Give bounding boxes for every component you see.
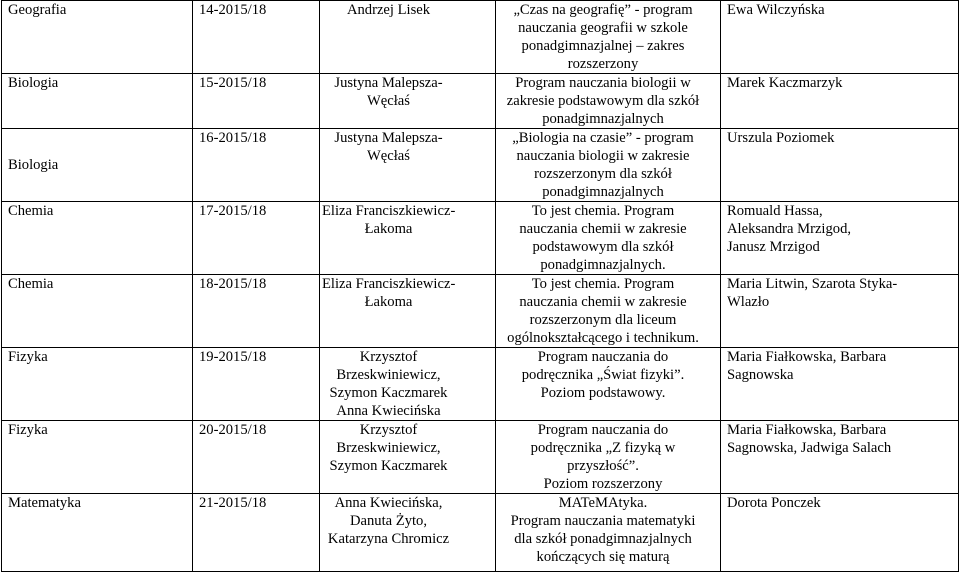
- author-line: Brzeskwiniewicz,: [336, 367, 441, 383]
- authors-cell: [320, 74, 496, 129]
- program-title-line: nauczania chemii w zakresie: [519, 221, 687, 237]
- author-line: Łakoma: [364, 294, 413, 310]
- program-number-text: 20-2015/18: [199, 422, 267, 438]
- program-title-line: Program nauczania do: [537, 422, 669, 438]
- reviewer-line: Janusz Mrzigod: [727, 239, 820, 255]
- author-line: Katarzyna Chromicz: [327, 531, 450, 547]
- program-title-line: ogólnokształcącego i technikum.: [507, 330, 699, 346]
- authors-cell: [320, 1, 496, 74]
- reviewers-cell: [721, 348, 959, 421]
- curriculum-programs-table: [1, 0, 959, 572]
- program-title-line: „Biologia na czasie” - program: [512, 130, 694, 146]
- subject-cell: [2, 129, 193, 202]
- program-title-line: nauczania geografii w szkole: [518, 20, 688, 36]
- table-row: [2, 202, 959, 275]
- program-title-line: przyszłość”.: [567, 458, 639, 474]
- authors-cell: [320, 348, 496, 421]
- program-title-line: Poziom rozszerzony: [543, 476, 663, 492]
- program-title-cell: [496, 129, 721, 202]
- author-line: Andrzej Lisek: [346, 2, 431, 18]
- subject-cell: [2, 74, 193, 129]
- program-number-cell: [193, 202, 320, 275]
- program-title-line: „Czas na geografię” - program: [513, 2, 693, 18]
- program-number-text: 17-2015/18: [199, 203, 267, 219]
- reviewers-cell: [721, 275, 959, 348]
- table-row: [2, 348, 959, 421]
- reviewer-line: Marek Kaczmarzyk: [727, 75, 843, 91]
- author-line: Eliza Franciszkiewicz-: [322, 276, 456, 292]
- reviewer-line: Sagnowska, Jadwiga Salach: [727, 440, 892, 456]
- program-number-text: 14-2015/18: [199, 2, 267, 18]
- reviewers-cell: [721, 129, 959, 202]
- subject-text: Matematyka: [8, 495, 81, 511]
- author-line: Krzysztof: [359, 349, 418, 365]
- subject-text: Fizyka: [8, 349, 48, 365]
- subject-text: Chemia: [8, 276, 54, 292]
- program-number-cell: [193, 129, 320, 202]
- program-title-line: ponadgimnazjalnej – zakres: [521, 38, 685, 54]
- reviewers-cell: [721, 74, 959, 129]
- program-number-cell: [193, 348, 320, 421]
- program-title-line: nauczania biologii w zakresie: [516, 148, 690, 164]
- author-line: Szymon Kaczmarek: [329, 385, 448, 401]
- program-number-cell: [193, 494, 320, 572]
- reviewers-cell: [721, 494, 959, 572]
- author-line: Łakoma: [364, 221, 413, 237]
- table-row: [2, 74, 959, 129]
- program-title-line: Program nauczania biologii w: [515, 75, 691, 91]
- authors-cell: [320, 275, 496, 348]
- table-row: [2, 1, 959, 74]
- reviewer-line: Maria Fiałkowska, Barbara: [727, 349, 887, 365]
- reviewer-line: Ewa Wilczyńska: [727, 2, 825, 18]
- table-row: [2, 129, 959, 202]
- program-title-line: MATeMAtyka.: [558, 495, 648, 511]
- program-title-line: kończących się maturą: [536, 549, 670, 565]
- authors-cell: [320, 494, 496, 572]
- program-number-text: 19-2015/18: [199, 349, 267, 365]
- author-line: Szymon Kaczmarek: [329, 458, 448, 474]
- authors-cell: [320, 421, 496, 494]
- program-title-line: dla szkół ponadgimnazjalnych: [514, 531, 692, 547]
- table-row: [2, 421, 959, 494]
- program-number-cell: [193, 1, 320, 74]
- program-title-line: podręcznika „Świat fizyki”.: [521, 367, 685, 383]
- program-number-text: 15-2015/18: [199, 75, 267, 91]
- program-title-line: rozszerzonym dla liceum: [529, 312, 677, 328]
- program-title-line: ponadgimnazjalnych.: [540, 257, 666, 273]
- subject-text: Fizyka: [8, 422, 48, 438]
- program-title-line: zakresie podstawowym dla szkół: [506, 93, 700, 109]
- program-title-cell: [496, 74, 721, 129]
- program-title-cell: [496, 1, 721, 74]
- table-row: [2, 494, 959, 572]
- program-title-line: To jest chemia. Program: [531, 203, 675, 219]
- reviewer-line: Romuald Hassa,: [727, 203, 823, 219]
- subject-text: Biologia: [8, 75, 59, 91]
- reviewer-line: Wlazło: [727, 294, 770, 310]
- authors-cell: [320, 129, 496, 202]
- program-title-line: ponadgimnazjalnych: [542, 184, 664, 200]
- program-title-line: Program nauczania do: [537, 349, 669, 365]
- author-line: Danuta Żyto,: [349, 513, 427, 529]
- authors-cell: [320, 202, 496, 275]
- program-title-line: Poziom podstawowy.: [540, 385, 666, 401]
- program-number-text: 18-2015/18: [199, 276, 267, 292]
- author-line: Węcłaś: [367, 93, 410, 109]
- program-title-line: podstawowym dla szkół: [532, 239, 674, 255]
- author-line: Brzeskwiniewicz,: [336, 440, 441, 456]
- subject-cell: [2, 421, 193, 494]
- program-title-line: ponadgimnazjalnych: [542, 111, 664, 127]
- program-number-text: 16-2015/18: [199, 130, 267, 146]
- reviewers-cell: [721, 202, 959, 275]
- author-line: Anna Kwiecińska,: [334, 495, 443, 511]
- reviewer-line: Maria Litwin, Szarota Styka-: [727, 276, 898, 292]
- reviewer-line: Dorota Ponczek: [727, 495, 821, 511]
- subject-cell: [2, 275, 193, 348]
- program-title-line: nauczania chemii w zakresie: [519, 294, 687, 310]
- program-title-line: podręcznika „Z fizyką w: [530, 440, 676, 456]
- subject-text: Biologia: [8, 157, 59, 173]
- program-number-cell: [193, 74, 320, 129]
- subject-cell: [2, 348, 193, 421]
- program-title-cell: [496, 421, 721, 494]
- reviewer-line: Sagnowska: [727, 367, 794, 383]
- subject-text: Geografia: [8, 2, 67, 18]
- program-title-cell: [496, 348, 721, 421]
- reviewer-line: Aleksandra Mrzigod,: [727, 221, 852, 237]
- reviewer-line: Urszula Poziomek: [727, 130, 835, 146]
- reviewers-cell: [721, 421, 959, 494]
- author-line: Justyna Malepsza-: [334, 75, 443, 91]
- subject-cell: [2, 1, 193, 74]
- author-line: Krzysztof: [359, 422, 418, 438]
- program-title-cell: [496, 275, 721, 348]
- program-title-cell: [496, 202, 721, 275]
- author-line: Justyna Malepsza-: [334, 130, 443, 146]
- author-line: Eliza Franciszkiewicz-: [322, 203, 456, 219]
- subject-cell: [2, 494, 193, 572]
- author-line: Anna Kwiecińska: [336, 403, 441, 419]
- program-title-line: To jest chemia. Program: [531, 276, 675, 292]
- program-number-text: 21-2015/18: [199, 495, 267, 511]
- program-number-cell: [193, 421, 320, 494]
- subject-text: Chemia: [8, 203, 54, 219]
- reviewers-cell: [721, 1, 959, 74]
- program-title-line: rozszerzonym dla szkół: [534, 166, 672, 182]
- program-title-cell: [496, 494, 721, 572]
- reviewer-line: Maria Fiałkowska, Barbara: [727, 422, 887, 438]
- subject-cell: [2, 202, 193, 275]
- program-title-line: rozszerzony: [567, 56, 639, 72]
- author-line: Węcłaś: [367, 148, 410, 164]
- table-row: [2, 275, 959, 348]
- program-title-line: Program nauczania matematyki: [510, 513, 696, 529]
- program-number-cell: [193, 275, 320, 348]
